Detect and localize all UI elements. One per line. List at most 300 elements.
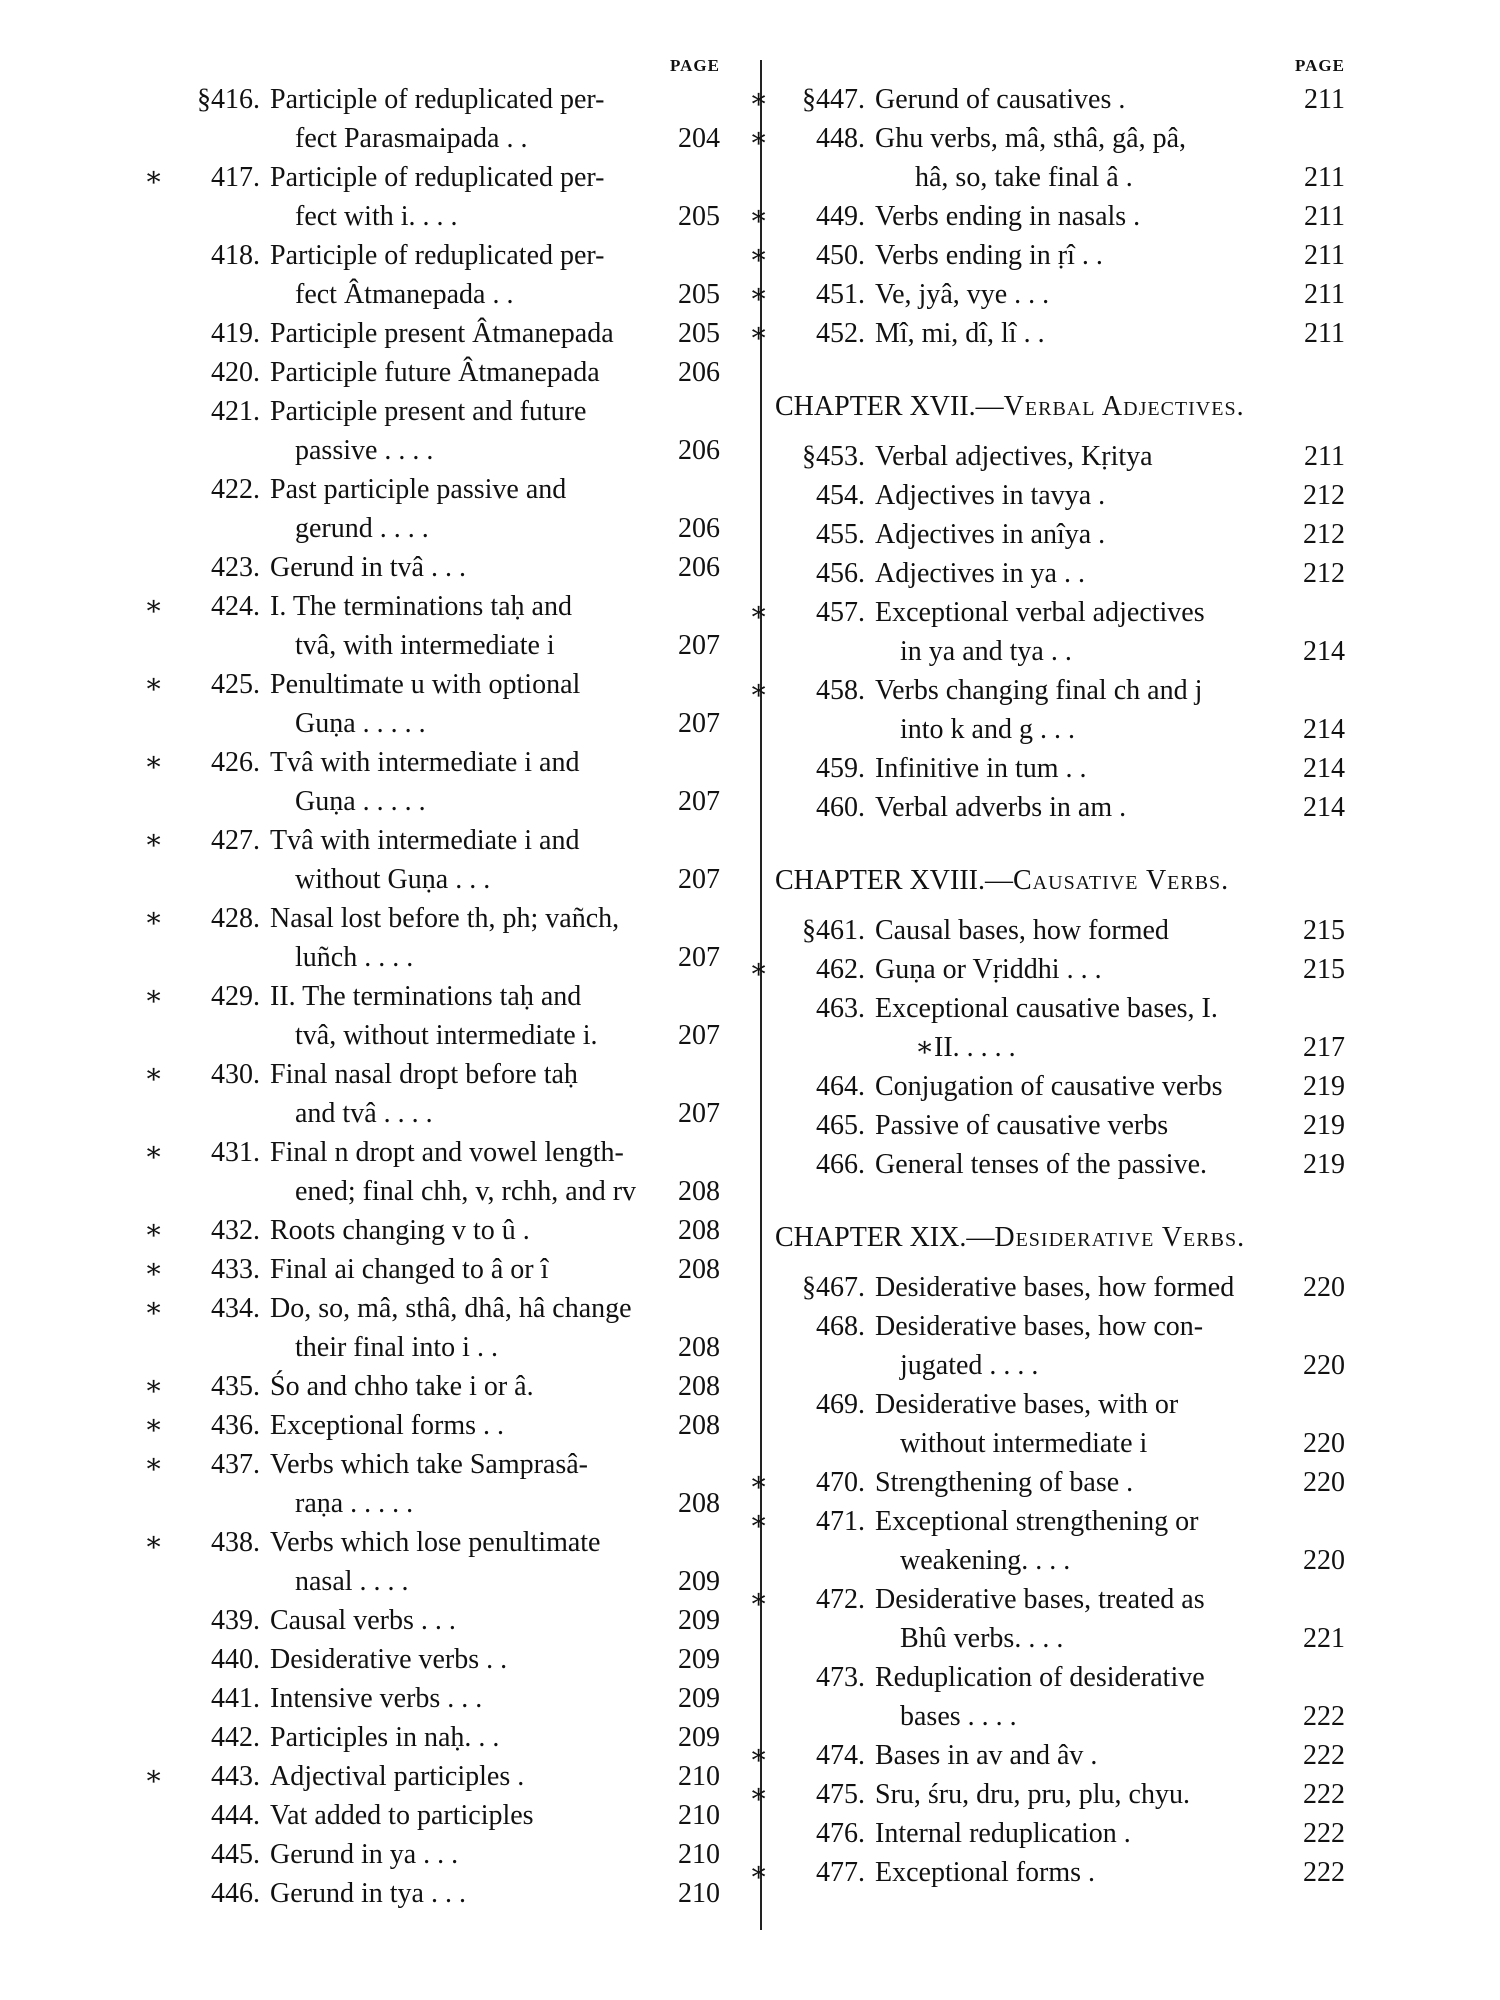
- toc-entry-row: [749, 671, 1345, 710]
- toc-entry-row: [144, 1757, 740, 1796]
- right-top-entry-list: [749, 80, 1345, 353]
- toc-entry-row: [170, 353, 740, 392]
- entry-star-marker: ∗: [749, 84, 769, 115]
- entry-section-number: 466.: [816, 1149, 865, 1180]
- entry-title: fect Parasmaipada . .: [295, 123, 528, 154]
- entry-section-number: 424.: [211, 591, 260, 622]
- toc-entry-row: [749, 593, 1345, 632]
- entry-section-number: 440.: [211, 1644, 260, 1675]
- entry-title: Adjectives in anîya .: [875, 519, 1106, 550]
- entry-page-number: 210: [678, 1761, 720, 1792]
- entry-title: nasal . . . .: [295, 1566, 409, 1597]
- entry-page-number: 222: [1303, 1701, 1345, 1732]
- entry-title: Gerund in tvâ . . .: [270, 552, 466, 583]
- toc-entry-row: [170, 314, 740, 353]
- toc-entry-row: [144, 1055, 740, 1094]
- entry-star-marker: ∗: [144, 162, 164, 193]
- entry-page-number: 205: [678, 279, 720, 310]
- entry-title: in ya and tya . .: [900, 636, 1072, 667]
- entry-page-number: 207: [678, 864, 720, 895]
- entry-title: Gerund of causatives .: [875, 84, 1126, 115]
- entry-title: Final n dropt and vowel length-: [270, 1137, 624, 1168]
- entry-title: Verbs changing final ch and j: [875, 675, 1203, 706]
- entry-page-number: 209: [678, 1722, 720, 1753]
- entry-title: Exceptional forms .: [875, 1857, 1096, 1888]
- entry-page-number: 212: [1303, 558, 1345, 589]
- entry-star-marker: ∗: [749, 240, 769, 271]
- entry-star-marker: ∗: [749, 597, 769, 628]
- entry-page-number: 211: [1304, 162, 1345, 193]
- entry-section-number: 460.: [816, 792, 865, 823]
- entry-title: Participle future Âtmanepada: [270, 357, 600, 388]
- entry-title: hâ, so, take final â .: [915, 162, 1133, 193]
- entry-title: Strengthening of base .: [875, 1467, 1134, 1498]
- entry-title: Tvâ with intermediate i and: [270, 825, 580, 856]
- entry-section-number: 474.: [816, 1740, 865, 1771]
- entry-section-number: 432.: [211, 1215, 260, 1246]
- entry-section-number: 418.: [211, 240, 260, 271]
- entry-title: Verbs ending in nasals .: [875, 201, 1141, 232]
- entry-section-number: §461.: [802, 915, 865, 946]
- chapter-heading-xvii: [775, 383, 1345, 431]
- entry-title: Guṇa or Vṛiddhi . . .: [875, 954, 1102, 985]
- toc-entry-row: [775, 989, 1345, 1028]
- chapter-xix-entry-list: [749, 1268, 1345, 1892]
- entry-section-number: 427.: [211, 825, 260, 856]
- entry-section-number: 431.: [211, 1137, 260, 1168]
- toc-entry-row: [170, 470, 740, 509]
- entry-star-marker: ∗: [749, 318, 769, 349]
- entry-section-number: 434.: [211, 1293, 260, 1324]
- entry-title: Participle of reduplicated per-: [270, 84, 605, 115]
- entry-title: weakening. . . .: [900, 1545, 1071, 1576]
- entry-title: Verbs ending in ṛî . .: [875, 240, 1103, 271]
- entry-page-number: 209: [678, 1644, 720, 1675]
- entry-page-number: 220: [1303, 1545, 1345, 1576]
- toc-entry-row: [775, 1658, 1345, 1697]
- toc-entry-row: [775, 911, 1345, 950]
- entry-page-number: 210: [678, 1878, 720, 1909]
- toc-entry-row: [170, 275, 740, 314]
- entry-star-marker: ∗: [144, 825, 164, 856]
- entry-title: Participles in naḥ. . .: [270, 1722, 500, 1753]
- toc-entry-row: [749, 1580, 1345, 1619]
- entry-page-number: 211: [1304, 441, 1345, 472]
- entry-page-number: 204: [678, 123, 720, 154]
- entry-section-number: 476.: [816, 1818, 865, 1849]
- entry-section-number: 435.: [211, 1371, 260, 1402]
- entry-star-marker: ∗: [749, 1584, 769, 1615]
- toc-entry-row: [170, 119, 740, 158]
- entry-title: Desiderative verbs . .: [270, 1644, 508, 1675]
- entry-title: bases . . . .: [900, 1701, 1017, 1732]
- toc-entry-row: [749, 1775, 1345, 1814]
- entry-title: Infinitive in tum . .: [875, 753, 1087, 784]
- entry-star-marker: ∗: [144, 747, 164, 778]
- toc-entry-row: [170, 392, 740, 431]
- toc-entry-row: [170, 1835, 740, 1874]
- entry-section-number: 446.: [211, 1878, 260, 1909]
- entry-title: Tvâ with intermediate i and: [270, 747, 580, 778]
- toc-entry-row: [170, 80, 740, 119]
- entry-section-number: 473.: [816, 1662, 865, 1693]
- entry-star-marker: ∗: [749, 1506, 769, 1537]
- toc-entry-row: [170, 860, 740, 899]
- entry-section-number: 429.: [211, 981, 260, 1012]
- entry-section-number: 471.: [816, 1506, 865, 1537]
- entry-page-number: 209: [678, 1683, 720, 1714]
- entry-section-number: §447.: [802, 84, 865, 115]
- entry-page-number: 222: [1303, 1818, 1345, 1849]
- toc-entry-row: [170, 236, 740, 275]
- entry-section-number: 417.: [211, 162, 260, 193]
- chapter-name: Verbal Adjectives.: [1003, 391, 1245, 422]
- entry-page-number: 209: [678, 1566, 720, 1597]
- entry-section-number: 451.: [816, 279, 865, 310]
- toc-entry-row: [749, 119, 1345, 158]
- toc-entry-row: [775, 1541, 1345, 1580]
- entry-title: raṇa . . . . .: [295, 1488, 414, 1519]
- entry-title: Roots changing v to û .: [270, 1215, 530, 1246]
- toc-entry-row: [144, 821, 740, 860]
- toc-entry-row: [749, 197, 1345, 236]
- toc-entry-row: [749, 1736, 1345, 1775]
- entry-section-number: 439.: [211, 1605, 260, 1636]
- entry-title: Ve, jyâ, vye . . .: [875, 279, 1050, 310]
- entry-title: fect Âtmanepada . .: [295, 279, 514, 310]
- entry-title: Exceptional strengthening or: [875, 1506, 1199, 1537]
- toc-entry-row: [775, 1814, 1345, 1853]
- toc-entry-row: [775, 554, 1345, 593]
- entry-star-marker: ∗: [144, 1137, 164, 1168]
- entry-page-number: 207: [678, 1098, 720, 1129]
- entry-page-number: 207: [678, 708, 720, 739]
- chapter-xvii-entry-list: [749, 437, 1345, 827]
- entry-title: their final into i . .: [295, 1332, 498, 1363]
- entry-page-number: 208: [678, 1254, 720, 1285]
- entry-star-marker: ∗: [749, 123, 769, 154]
- entry-title: tvâ, without intermediate i.: [295, 1020, 598, 1051]
- entry-page-number: 219: [1303, 1110, 1345, 1141]
- entry-title: Participle present and future: [270, 396, 587, 427]
- entry-page-number: 205: [678, 318, 720, 349]
- toc-entry-row: [144, 665, 740, 704]
- entry-page-number: 208: [678, 1332, 720, 1363]
- toc-entry-row: [170, 1640, 740, 1679]
- entry-section-number: 477.: [816, 1857, 865, 1888]
- entry-page-number: 210: [678, 1800, 720, 1831]
- entry-star-marker: ∗: [749, 1779, 769, 1810]
- chapter-label: CHAPTER XVIII.—: [775, 865, 1013, 896]
- entry-section-number: 428.: [211, 903, 260, 934]
- entry-title: Nasal lost before th, ph; vañch,: [270, 903, 620, 934]
- entry-section-number: 457.: [816, 597, 865, 628]
- entry-title: Adjectives in ya . .: [875, 558, 1085, 589]
- entry-section-number: 442.: [211, 1722, 260, 1753]
- chapter-heading-xviii: [775, 857, 1345, 905]
- toc-entry-row: [144, 1445, 740, 1484]
- toc-entry-row: [775, 1307, 1345, 1346]
- entry-page-number: 219: [1303, 1149, 1345, 1180]
- entry-title: Causal bases, how formed: [875, 915, 1169, 946]
- toc-entry-row: [170, 548, 740, 587]
- toc-entry-row: [144, 1133, 740, 1172]
- entry-page-number: 219: [1303, 1071, 1345, 1102]
- toc-entry-row: [775, 1067, 1345, 1106]
- toc-entry-row: [144, 1250, 740, 1289]
- toc-entry-row: [170, 1172, 740, 1211]
- entry-page-number: 222: [1303, 1740, 1345, 1771]
- toc-entry-row: [749, 1463, 1345, 1502]
- entry-section-number: 463.: [816, 993, 865, 1024]
- entry-star-marker: ∗: [749, 1857, 769, 1888]
- entry-star-marker: ∗: [144, 1215, 164, 1246]
- entry-star-marker: ∗: [749, 201, 769, 232]
- entry-title: Participle present Âtmanepada: [270, 318, 614, 349]
- entry-section-number: 469.: [816, 1389, 865, 1420]
- entry-page-number: 214: [1303, 753, 1345, 784]
- entry-section-number: 468.: [816, 1311, 865, 1342]
- entry-section-number: 448.: [816, 123, 865, 154]
- entry-title: Vat added to participles: [270, 1800, 534, 1831]
- entry-title: Adjectives in tavya .: [875, 480, 1106, 511]
- page-column-header: PAGE: [1295, 56, 1345, 75]
- entry-star-marker: ∗: [144, 669, 164, 700]
- toc-entry-row: [170, 431, 740, 470]
- entry-title: Verbal adjectives, Kṛitya: [875, 441, 1153, 472]
- toc-entry-row: [170, 1874, 740, 1913]
- entry-page-number: 212: [1303, 480, 1345, 511]
- entry-section-number: 436.: [211, 1410, 260, 1441]
- entry-page-number: 222: [1303, 1857, 1345, 1888]
- entry-star-marker: ∗: [749, 1740, 769, 1771]
- toc-entry-row: [775, 749, 1345, 788]
- entry-title: I. The terminations taḥ and: [270, 591, 572, 622]
- entry-title: Guṇa . . . . .: [295, 708, 426, 739]
- toc-entry-row: [170, 1718, 740, 1757]
- toc-entry-row: [170, 197, 740, 236]
- entry-title: Desiderative bases, with or: [875, 1389, 1179, 1420]
- left-entry-list: [144, 80, 740, 1913]
- toc-entry-row: [775, 1346, 1345, 1385]
- entry-section-number: 455.: [816, 519, 865, 550]
- toc-entry-row: [170, 1328, 740, 1367]
- toc-entry-row: [749, 275, 1345, 314]
- entry-title: gerund . . . .: [295, 513, 429, 544]
- toc-entry-row: [170, 704, 740, 743]
- toc-entry-row: [170, 1679, 740, 1718]
- entry-page-number: 206: [678, 357, 720, 388]
- entry-title: and tvâ . . . .: [295, 1098, 433, 1129]
- entry-page-number: 215: [1303, 954, 1345, 985]
- entry-page-number: 211: [1304, 240, 1345, 271]
- entry-title: Internal reduplication .: [875, 1818, 1131, 1849]
- entry-title: without Guṇa . . .: [295, 864, 491, 895]
- toc-entry-row: [170, 1094, 740, 1133]
- entry-title: jugated . . . .: [900, 1350, 1039, 1381]
- entry-title: ∗II. . . . .: [915, 1032, 1016, 1063]
- entry-title: Reduplication of desiderative: [875, 1662, 1205, 1693]
- entry-section-number: §467.: [802, 1272, 865, 1303]
- entry-section-number: 472.: [816, 1584, 865, 1615]
- toc-entry-row: [775, 1028, 1345, 1067]
- toc-entry-row: [170, 1562, 740, 1601]
- toc-entry-row: [775, 710, 1345, 749]
- toc-entry-row: [144, 1367, 740, 1406]
- entry-section-number: 419.: [211, 318, 260, 349]
- toc-entry-row: [144, 743, 740, 782]
- entry-title: Intensive verbs . . .: [270, 1683, 483, 1714]
- entry-star-marker: ∗: [144, 1761, 164, 1792]
- entry-title: Desiderative bases, treated as: [875, 1584, 1205, 1615]
- chapter-name: Desiderative Verbs.: [994, 1222, 1246, 1253]
- entry-section-number: 475.: [816, 1779, 865, 1810]
- entry-section-number: 449.: [816, 201, 865, 232]
- entry-page-number: 208: [678, 1215, 720, 1246]
- toc-entry-row: [170, 938, 740, 977]
- chapter-label: CHAPTER XVII.—: [775, 391, 1004, 422]
- entry-title: Adjectival participles .: [270, 1761, 525, 1792]
- entry-title: Do, so, mâ, sthâ, dhâ, hâ change: [270, 1293, 632, 1324]
- entry-section-number: 438.: [211, 1527, 260, 1558]
- entry-section-number: §416.: [197, 84, 260, 115]
- toc-entry-row: [775, 1145, 1345, 1184]
- chapter-name: Causative Verbs.: [1013, 865, 1230, 896]
- toc-entry-row: [749, 80, 1345, 119]
- entry-page-number: 214: [1303, 636, 1345, 667]
- chapter-xviii-entry-list: [749, 911, 1345, 1184]
- entry-section-number: 462.: [816, 954, 865, 985]
- entry-section-number: §453.: [802, 441, 865, 472]
- toc-entry-row: [144, 587, 740, 626]
- toc-entry-row: [144, 977, 740, 1016]
- entry-page-number: 208: [678, 1488, 720, 1519]
- entry-page-number: 208: [678, 1176, 720, 1207]
- entry-section-number: 421.: [211, 396, 260, 427]
- entry-page-number: 211: [1304, 279, 1345, 310]
- toc-entry-row: [144, 1406, 740, 1445]
- entry-title: Causal verbs . . .: [270, 1605, 456, 1636]
- entry-title: Passive of causative verbs: [875, 1110, 1169, 1141]
- entry-title: Gerund in tya . . .: [270, 1878, 466, 1909]
- entry-page-number: 209: [678, 1605, 720, 1636]
- entry-star-marker: ∗: [144, 1293, 164, 1324]
- entry-section-number: 465.: [816, 1110, 865, 1141]
- toc-entry-row: [775, 1424, 1345, 1463]
- chapter-label: CHAPTER XIX.—: [775, 1222, 995, 1253]
- entry-title: Guṇa . . . . .: [295, 786, 426, 817]
- entry-star-marker: ∗: [144, 1527, 164, 1558]
- toc-entry-row: [775, 1268, 1345, 1307]
- entry-page-number: 222: [1303, 1779, 1345, 1810]
- toc-entry-row: [749, 314, 1345, 353]
- entry-title: Final nasal dropt before taḥ: [270, 1059, 578, 1090]
- entry-star-marker: ∗: [749, 1467, 769, 1498]
- toc-entry-row: [144, 1211, 740, 1250]
- toc-entry-row: [775, 515, 1345, 554]
- entry-page-number: 211: [1304, 201, 1345, 232]
- toc-entry-row: [170, 1796, 740, 1835]
- toc-entry-row: [749, 236, 1345, 275]
- entry-star-marker: ∗: [144, 1371, 164, 1402]
- entry-title: Exceptional forms . .: [270, 1410, 505, 1441]
- entry-title: luñch . . . .: [295, 942, 414, 973]
- entry-page-number: 210: [678, 1839, 720, 1870]
- page-column-header: PAGE: [670, 56, 720, 75]
- entry-page-number: 220: [1303, 1428, 1345, 1459]
- entry-section-number: 458.: [816, 675, 865, 706]
- toc-entry-row: [170, 1016, 740, 1055]
- entry-page-number: 220: [1303, 1272, 1345, 1303]
- entry-title: Gerund in ya . . .: [270, 1839, 459, 1870]
- entry-page-number: 207: [678, 786, 720, 817]
- entry-page-number: 221: [1303, 1623, 1345, 1654]
- entry-title: tvâ, with intermediate i: [295, 630, 555, 661]
- toc-entry-row: [170, 1601, 740, 1640]
- entry-page-number: 214: [1303, 714, 1345, 745]
- toc-entry-row: [775, 788, 1345, 827]
- entry-page-number: 214: [1303, 792, 1345, 823]
- entry-section-number: 425.: [211, 669, 260, 700]
- toc-entry-row: [749, 1502, 1345, 1541]
- entry-star-marker: ∗: [144, 1410, 164, 1441]
- entry-page-number: 207: [678, 630, 720, 661]
- toc-entry-row: [144, 1523, 740, 1562]
- entry-title: fect with i. . . .: [295, 201, 458, 232]
- entry-title: Exceptional verbal adjectives: [875, 597, 1205, 628]
- entry-title: ened; final chh, v, rchh, and rv: [295, 1176, 637, 1207]
- entry-section-number: 422.: [211, 474, 260, 505]
- entry-title: Penultimate u with optional: [270, 669, 581, 700]
- entry-star-marker: ∗: [749, 675, 769, 706]
- entry-section-number: 444.: [211, 1800, 260, 1831]
- toc-entry-row: [775, 632, 1345, 671]
- entry-section-number: 430.: [211, 1059, 260, 1090]
- toc-entry-row: [775, 1106, 1345, 1145]
- entry-title: Verbs which take Samprasâ-: [270, 1449, 589, 1480]
- toc-entry-row: [144, 899, 740, 938]
- entry-page-number: 212: [1303, 519, 1345, 550]
- entry-page-number: 220: [1303, 1350, 1345, 1381]
- entry-page-number: 208: [678, 1371, 720, 1402]
- entry-title: Verbs which lose penultimate: [270, 1527, 601, 1558]
- entry-star-marker: ∗: [144, 1059, 164, 1090]
- entry-title: II. The terminations taḥ and: [270, 981, 582, 1012]
- entry-section-number: 456.: [816, 558, 865, 589]
- entry-title: Participle of reduplicated per-: [270, 162, 605, 193]
- entry-title: Verbal adverbs in am .: [875, 792, 1127, 823]
- toc-right-column: [749, 56, 1345, 1892]
- entry-title: passive . . . .: [295, 435, 434, 466]
- entry-title: Participle of reduplicated per-: [270, 240, 605, 271]
- entry-section-number: 464.: [816, 1071, 865, 1102]
- entry-page-number: 211: [1304, 318, 1345, 349]
- entry-page-number: 217: [1303, 1032, 1345, 1063]
- entry-page-number: 208: [678, 1410, 720, 1441]
- entry-section-number: 470.: [816, 1467, 865, 1498]
- entry-title: into k and g . . .: [900, 714, 1075, 745]
- entry-title: General tenses of the passive.: [875, 1149, 1207, 1180]
- entry-section-number: 426.: [211, 747, 260, 778]
- entry-section-number: 433.: [211, 1254, 260, 1285]
- toc-entry-row: [144, 1289, 740, 1328]
- entry-title: Exceptional causative bases, I.: [875, 993, 1218, 1024]
- toc-entry-row: [749, 950, 1345, 989]
- entry-page-number: 211: [1304, 84, 1345, 115]
- entry-page-number: 207: [678, 1020, 720, 1051]
- entry-section-number: 459.: [816, 753, 865, 784]
- entry-section-number: 450.: [816, 240, 865, 271]
